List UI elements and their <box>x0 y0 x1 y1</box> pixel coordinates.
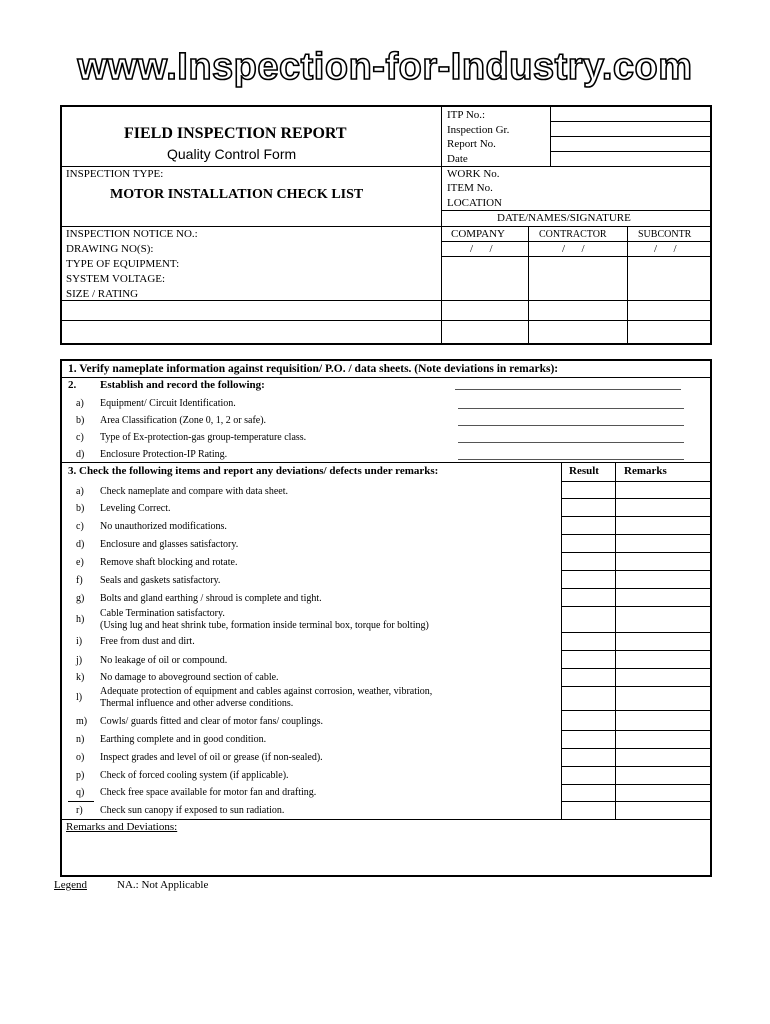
inspection-notice-label: INSPECTION NOTICE NO.: <box>66 228 198 240</box>
section3-item-letter: c) <box>76 521 84 532</box>
header-line <box>61 300 711 301</box>
section3-item-letter: o) <box>76 752 85 763</box>
section3-item-letter: h) <box>76 614 85 625</box>
section3-item-text: Check sun canopy if exposed to sun radiation. <box>100 805 285 816</box>
section3-item-text: Inspect grades and level of oil or grease (if non-sealed). <box>100 752 323 763</box>
section3-heading: 3. Check the following items and report any deviations/ defects under remarks: <box>68 465 439 477</box>
date-company: / / <box>470 243 493 255</box>
result-row-line <box>561 588 711 589</box>
section2-number: 2. <box>68 379 77 391</box>
section3-item-letter: f) <box>76 575 83 586</box>
report-subtitle: Quality Control Form <box>167 146 297 162</box>
section3-item-letter: d) <box>76 539 85 550</box>
section2-item-letter: c) <box>76 432 84 443</box>
section3-item-letter: b) <box>76 503 85 514</box>
section3-item-text: Remove shaft blocking and rotate. <box>100 557 238 568</box>
header-line <box>61 320 711 321</box>
header-line <box>441 256 711 257</box>
section3-item-text: Check of forced cooling system (if applicable). <box>100 770 289 781</box>
site-banner: www.Inspection-for-Industry.com <box>77 46 693 88</box>
section3-item-letter: i) <box>76 636 83 647</box>
section3-item-text: Free from dust and dirt. <box>100 636 195 647</box>
header-divider <box>441 106 442 344</box>
record-blank-line[interactable] <box>458 425 684 426</box>
section-line <box>61 819 711 820</box>
section3-item-text: Check nameplate and compare with data sheet. <box>100 486 288 497</box>
section3-item-text: Cable Termination satisfactory. <box>100 608 225 619</box>
section-line <box>61 462 711 463</box>
location-label: LOCATION <box>447 197 502 209</box>
section2-item-text: Type of Ex-protection-gas group-temperature class. <box>100 432 307 443</box>
equipment-type-label: TYPE OF EQUIPMENT: <box>66 258 180 270</box>
report-title: FIELD INSPECTION REPORT <box>124 125 347 142</box>
section2-item-letter: d) <box>76 449 85 460</box>
result-row-line <box>561 730 711 731</box>
section3-item-letter: g) <box>76 593 85 604</box>
size-rating-label: SIZE / RATING <box>66 288 139 300</box>
section3-item-letter: p) <box>76 770 85 781</box>
section2-item-letter: b) <box>76 415 85 426</box>
result-row-line <box>561 801 711 802</box>
section3-item-letter: q) <box>76 787 85 798</box>
date-label: Date <box>447 153 468 165</box>
remarks-heading: Remarks and Deviations: <box>66 821 178 833</box>
header-line <box>441 241 711 242</box>
legend-label: Legend <box>54 879 87 891</box>
record-blank-line[interactable] <box>458 459 684 460</box>
section3-item-letter: m) <box>76 716 88 727</box>
sig-divider <box>528 226 529 344</box>
legend-text: NA.: Not Applicable <box>117 879 209 891</box>
item-underline <box>68 801 94 802</box>
section1-heading: 1. Verify nameplate information against requisition/ P.O. / data sheets. (Note deviations in remarks): <box>68 363 559 375</box>
result-row-line <box>561 686 711 687</box>
section-line <box>61 377 711 378</box>
section3-item-text: No damage to aboveground section of cable. <box>100 672 279 683</box>
section3-item-text: Earthing complete and in good condition. <box>100 734 267 745</box>
section3-item-letter: r) <box>76 805 83 816</box>
section3-item-text: Seals and gaskets satisfactory. <box>100 575 221 586</box>
sig-divider <box>627 226 628 344</box>
result-row-line <box>561 516 711 517</box>
section3-item-letter: k) <box>76 672 85 683</box>
result-row-line <box>561 668 711 669</box>
system-voltage-label: SYSTEM VOLTAGE: <box>66 273 166 285</box>
section3-item-letter: n) <box>76 734 85 745</box>
checklist-title: MOTOR INSTALLATION CHECK LIST <box>110 187 364 202</box>
value-line <box>550 121 710 122</box>
date-contractor: / / <box>562 243 585 255</box>
result-row-line <box>561 632 711 633</box>
signature-heading: DATE/NAMES/SIGNATURE <box>497 212 631 224</box>
result-row-line <box>561 766 711 767</box>
inspection-gr-label: Inspection Gr. <box>447 124 510 136</box>
section3-item-text: Cowls/ guards fitted and clear of motor fans/ couplings. <box>100 716 324 727</box>
section3-item-text: (Using lug and heat shrink tube, formation inside terminal box, torque for bolting) <box>100 620 429 631</box>
result-row-line <box>561 650 711 651</box>
result-row-line <box>561 534 711 535</box>
result-row-line <box>561 498 711 499</box>
inspection-type-label: INSPECTION TYPE: <box>66 168 164 180</box>
drawing-no-label: DRAWING NO(S): <box>66 243 154 255</box>
result-row-line <box>561 784 711 785</box>
section3-item-text: Enclosure and glasses satisfactory. <box>100 539 239 550</box>
section2-item-text: Area Classification (Zone 0, 1, 2 or safe). <box>100 415 267 426</box>
sig-col-subcontr: SUBCONTR <box>638 229 692 240</box>
section3-item-letter: l) <box>76 692 83 703</box>
result-row-line <box>561 606 711 607</box>
section3-item-text: Adequate protection of equipment and cables against corrosion, weather, vibration, <box>100 686 433 697</box>
remarks-column-header: Remarks <box>624 465 667 477</box>
header-line <box>61 166 711 167</box>
section3-item-text: Bolts and gland earthing / shroud is complete and tight. <box>100 593 322 604</box>
sig-col-company: COMPANY <box>451 228 506 240</box>
result-row-line <box>561 552 711 553</box>
section3-item-text: No unauthorized modifications. <box>100 521 227 532</box>
section3-item-text: Leveling Correct. <box>100 503 171 514</box>
record-blank-line <box>455 389 681 390</box>
section3-item-text: Check free space available for motor fan and drafting. <box>100 787 317 798</box>
section2-heading: Establish and record the following: <box>100 379 265 391</box>
header-line <box>61 226 711 227</box>
header-line <box>441 210 711 211</box>
section3-item-letter: a) <box>76 486 84 497</box>
report-no-label: Report No. <box>447 138 496 150</box>
section2-item-text: Equipment/ Circuit Identification. <box>100 398 236 409</box>
result-row-line <box>561 710 711 711</box>
item-no-label: ITEM No. <box>447 182 493 194</box>
section3-item-letter: j) <box>76 655 83 666</box>
section3-item-text: No leakage of oil or compound. <box>100 655 228 666</box>
work-no-label: WORK No. <box>447 168 500 180</box>
sig-col-contractor: CONTRACTOR <box>539 229 607 240</box>
value-line <box>550 136 710 137</box>
date-subcontr: / / <box>654 243 677 255</box>
section3-item-letter: e) <box>76 557 84 568</box>
section2-item-letter: a) <box>76 398 84 409</box>
result-row-line <box>561 481 711 482</box>
record-blank-line[interactable] <box>458 442 684 443</box>
result-column-header: Result <box>569 465 599 477</box>
section2-item-text: Enclosure Protection-IP Rating. <box>100 449 228 460</box>
itp-no-label: ITP No.: <box>447 109 486 121</box>
record-blank-line[interactable] <box>458 408 684 409</box>
result-row-line <box>561 748 711 749</box>
result-row-line <box>561 570 711 571</box>
section3-item-text: Thermal influence and other adverse conditions. <box>100 698 294 709</box>
value-line <box>550 151 710 152</box>
